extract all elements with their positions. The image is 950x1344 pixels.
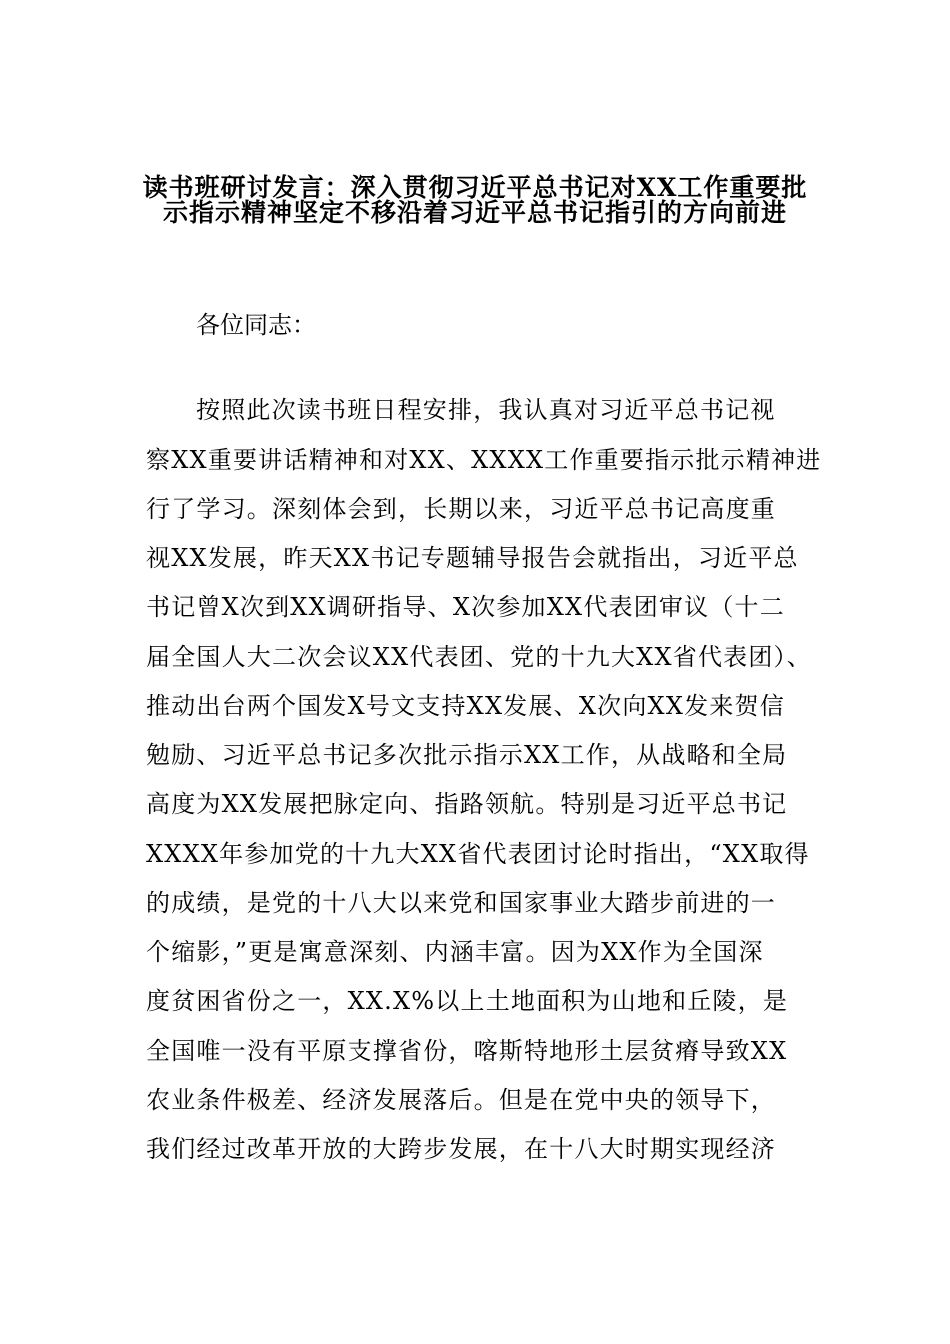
body-line: 农业条件极差、经济发展落后。但是在党中央的领导下， — [146, 1086, 776, 1114]
body-line: 届全国人大二次会议XX代表团、党的十九大XX省代表团）、 — [146, 643, 812, 671]
document-title-line-2: 示指示精神坚定不移沿着习近平总书记指引的方向前进 — [162, 198, 787, 227]
body-line: 的成绩，是党的十八大以来党和国家事业大踏步前进的一 — [146, 889, 776, 917]
document-title-line-1: 读书班研讨发言：深入贯彻习近平总书记对XX工作重要批 — [142, 173, 808, 202]
body-line: 按照此次读书班日程安排，我认真对习近平总书记视 — [196, 396, 776, 424]
body-line: 全国唯一没有平原支撑省份，喀斯特地形土层贫瘠导致XX — [146, 1037, 788, 1065]
salutation: 各位同志： — [196, 311, 316, 339]
body-line: 我们经过改革开放的大跨步发展，在十八大时期实现经济 — [146, 1135, 776, 1163]
body-line: 行了学习。深刻体会到，长期以来，习近平总书记高度重 — [146, 495, 776, 523]
body-line: 察XX重要讲话精神和对XX、XXXX工作重要指示批示精神进 — [146, 446, 822, 474]
body-line: 度贫困省份之一，XX.X%以上土地面积为山地和丘陵，是 — [146, 987, 789, 1015]
body-line: 勉励、习近平总书记多次批示指示XX工作，从战略和全局 — [146, 741, 788, 769]
body-line: 推动出台两个国发X号文支持XX发展、X次向XX发来贺信 — [146, 692, 785, 720]
body-line: 高度为XX发展把脉定向、指路领航。特别是习近平总书记 — [146, 790, 788, 818]
body-line: 书记曾X次到XX调研指导、X次参加XX代表团审议（十二 — [146, 593, 785, 621]
body-line: 个缩影，”更是寓意深刻、内涵丰富。因为XX作为全国深 — [146, 938, 764, 966]
body-line: 视XX发展，昨天XX书记专题辅导报告会就指出，习近平总 — [146, 544, 799, 572]
body-line: XXXX年参加党的十九大XX省代表团讨论时指出，“XX取得 — [146, 840, 810, 868]
